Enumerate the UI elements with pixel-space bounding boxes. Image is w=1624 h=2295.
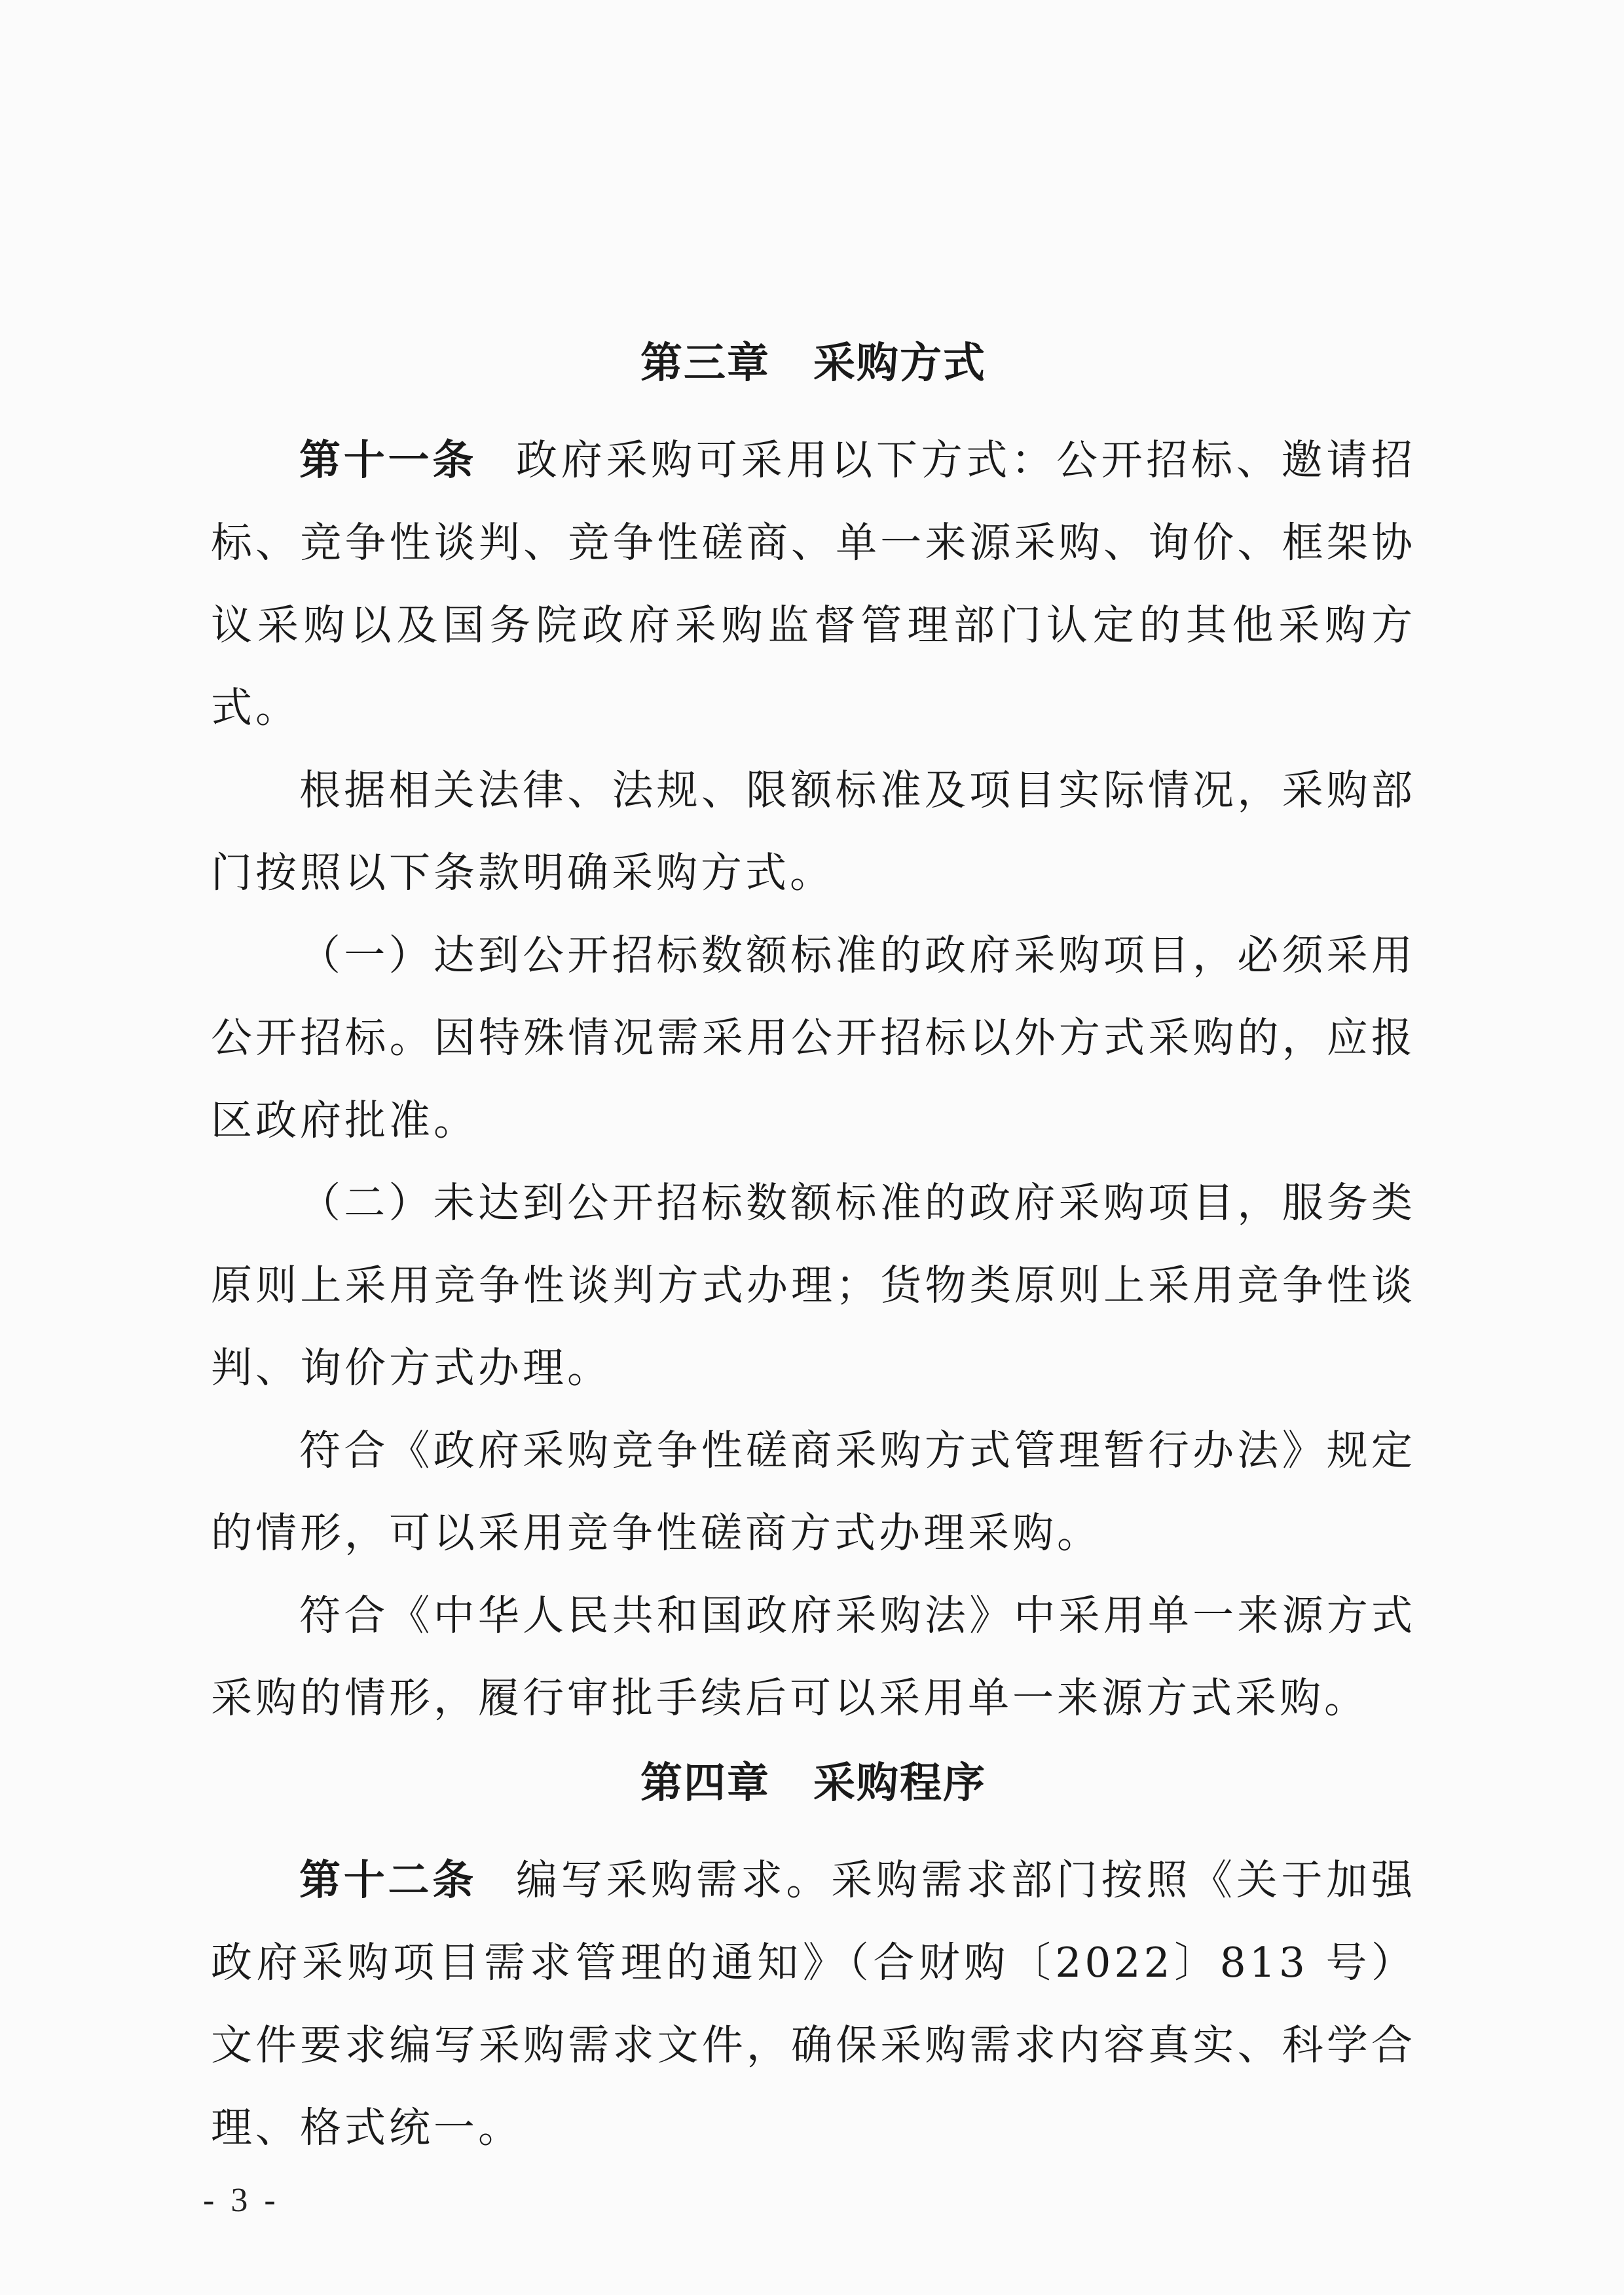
page-content <box>211 327 1416 2169</box>
chapter-title: 第四章 采购程序 <box>640 1759 986 1808</box>
paragraph <box>211 749 1416 914</box>
paragraph-text: （二）未达到公开招标数额标准的政府采购项目，服务类原则上采用竞争性谈判方式办理；货物类原则上采用竞争性谈判、询价方式办理。 <box>211 1179 1416 1392</box>
paragraph-text: 符合《中华人民共和国政府采购法》中采用单一来源方式采购的情形，履行审批手续后可以采用单一来源方式采购。 <box>211 1592 1416 1722</box>
paragraph-text: 政府采购可采用以下方式：公开招标、邀请招标、竞争性谈判、竞争性磋商、单一来源采购、询价、框架协议采购以及国务院政府采购监督管理部门认定的其他采购方式。 <box>211 436 1416 732</box>
paragraph-text: 根据相关法律、法规、限额标准及项目实际情况，采购部门按照以下条款明确采购方式。 <box>211 766 1416 897</box>
article-number: 第十二条 <box>299 1856 477 1904</box>
page-number: - 3 - <box>203 2182 280 2219</box>
article-number: 第十一条 <box>299 436 477 484</box>
paragraph-text: 编写采购需求。采购需求部门按照《关于加强政府采购项目需求管理的通知》（合财购〔2022〕813 号）文件要求编写采购需求文件，确保采购需求内容真实、科学合理、格式统一。 <box>211 1856 1416 2152</box>
article-paragraph <box>211 1839 1416 2169</box>
paragraph-text: 符合《政府采购竞争性磋商采购方式管理暂行办法》规定的情形，可以采用竞争性磋商方式办理采购。 <box>211 1427 1416 1557</box>
paragraph <box>211 1162 1416 1409</box>
paragraph <box>211 1409 1416 1575</box>
chapter-title: 第三章 采购方式 <box>640 339 986 388</box>
article-paragraph <box>211 419 1416 749</box>
paragraph-text: （一）达到公开招标数额标准的政府采购项目，必须采用公开招标。因特殊情况需采用公开招标以外方式采购的，应报区政府批准。 <box>211 931 1416 1144</box>
paragraph <box>211 914 1416 1162</box>
paragraph <box>211 1575 1416 1740</box>
